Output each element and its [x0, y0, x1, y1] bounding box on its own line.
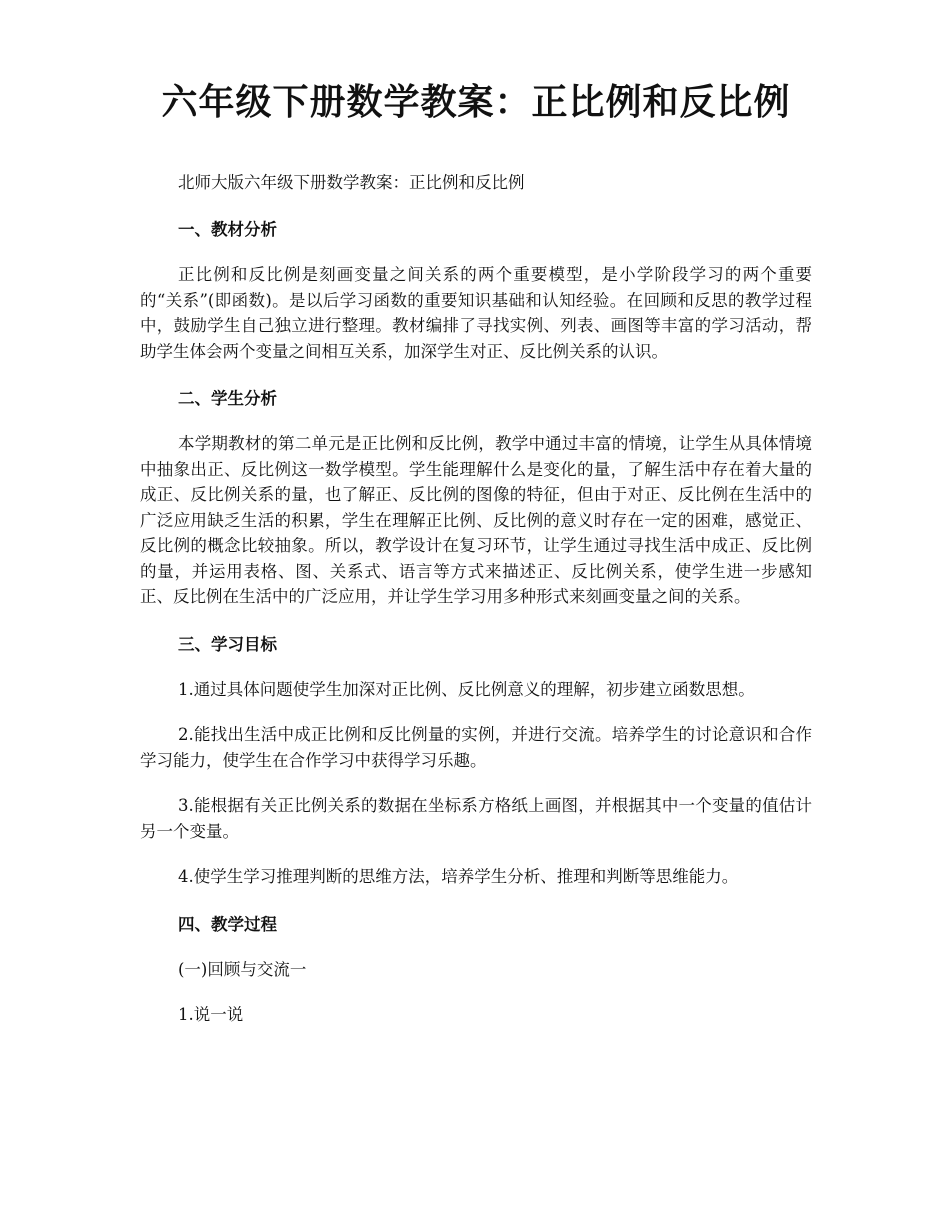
section-heading-teaching-process: 四、教学过程 — [178, 914, 277, 934]
learning-goal-item: 4.使学生学习推理判断的思维方法，培养学生分析、推理和判断等思维能力。 — [178, 867, 739, 886]
section-body-textbook-analysis: 正比例和反比例是刻画变量之间关系的两个重要模型，是小学阶段学习的两个重要的“关系”(即函数)。是以后学习函数的重要知识基础和认知经验。在回顾和反思的教学过程中，鼓励学生自己独立进行整理。教材编排了寻找实例、列表、画图等丰富的学习活动，帮助学生体会两个变量之间相互关系，加深学生对正、反比例关系的认识。 — [140, 265, 812, 361]
section-heading-learning-goals: 三、学习目标 — [178, 634, 277, 654]
document-page — [140, 78, 812, 1027]
subsection-review-exchange: (一)回顾与交流一 — [178, 959, 307, 979]
section-heading-student-analysis: 二、学生分析 — [178, 389, 277, 408]
learning-goal-item: 3.能根据有关正比例关系的数据在坐标系方格纸上画图，并根据其中一个变量的值估计另一个变量。 — [140, 796, 812, 841]
document-subtitle: 北师大版六年级下册数学教案：正比例和反比例 — [178, 173, 525, 192]
section-heading-textbook-analysis: 一、教材分析 — [178, 220, 277, 239]
document-title: 六年级下册数学教案：正比例和反比例 — [161, 81, 791, 123]
learning-goal-item: 2.能找出生活中成正比例和反比例量的实例，并进行交流。培养学生的讨论意识和合作学习能力，使学生在合作学习中获得学习乐趣。 — [140, 725, 812, 770]
section-body-student-analysis: 本学期教材的第二单元是正比例和反比例，教学中通过丰富的情境，让学生从具体情境中抽象出正、反比例这一数学模型。学生能理解什么是变化的量，了解生活中存在着大量的成正、反比例关系的量，也了解正、反比例的图像的特征，但由于对正、反比例在生活中的广泛应用缺乏生活的积累，学生在理解正比例、反比例的意义时存在一定的困难，感觉正、反比例的概念比较抽象。所以，教学设计在复习环节，让学生通过寻找生活中成正、反比例的量，并运用表格、图、关系式、语言等方式来描述正、反比例关系，使学生进一步感知正、反比例在生活中的广泛应用，并让学生学习用多种形式来刻画变量之间的关系。 — [140, 434, 812, 606]
learning-goal-item: 1.通过具体问题使学生加深对正比例、反比例意义的理解，初步建立函数思想。 — [178, 679, 755, 699]
subsection-item-say: 1.说一说 — [178, 1004, 244, 1024]
